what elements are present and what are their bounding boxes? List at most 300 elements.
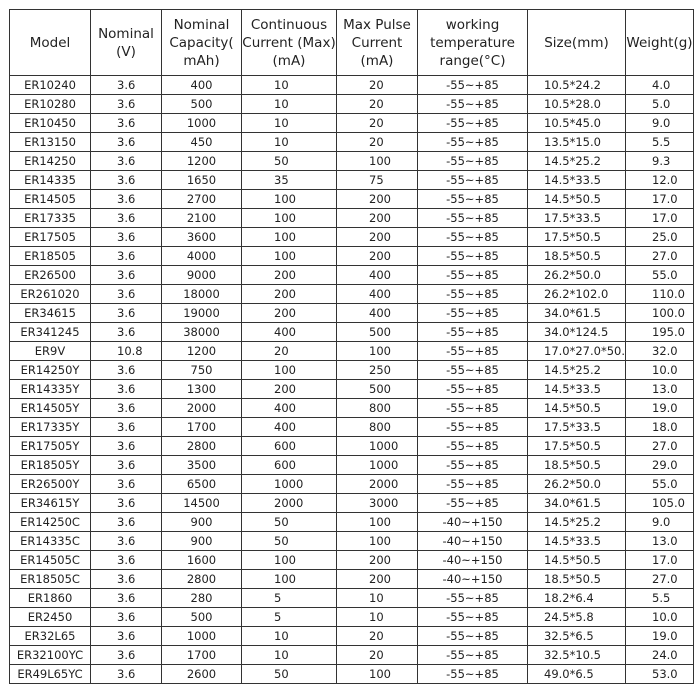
cell-continuous-current: 1000	[242, 475, 337, 494]
cell-model: ER14505	[10, 190, 91, 209]
cell-size: 26.2*102.0	[528, 285, 626, 304]
cell-size: 13.5*15.0	[528, 133, 626, 152]
cell-nominal-capacity: 900	[162, 513, 242, 532]
cell-model: ER9V	[10, 342, 91, 361]
cell-max-pulse-current: 200	[337, 190, 418, 209]
cell-nominal-voltage: 3.6	[91, 323, 162, 342]
cell-nominal-capacity: 750	[162, 361, 242, 380]
cell-model: ER18505C	[10, 570, 91, 589]
cell-model: ER32L65	[10, 627, 91, 646]
cell-nominal-capacity: 14500	[162, 494, 242, 513]
cell-working-temperature: -55~+85	[418, 323, 528, 342]
cell-continuous-current: 5	[242, 589, 337, 608]
table-row	[10, 551, 694, 570]
cell-model: ER34615	[10, 304, 91, 323]
cell-nominal-voltage: 3.6	[91, 133, 162, 152]
cell-nominal-capacity: 2800	[162, 437, 242, 456]
table-row	[10, 190, 694, 209]
cell-weight: 195.0	[626, 323, 694, 342]
cell-size: 49.0*6.5	[528, 665, 626, 684]
cell-max-pulse-current: 2000	[337, 475, 418, 494]
cell-weight: 5.5	[626, 133, 694, 152]
cell-model: ER17335	[10, 209, 91, 228]
table-row	[10, 570, 694, 589]
cell-continuous-current: 100	[242, 361, 337, 380]
cell-weight: 25.0	[626, 228, 694, 247]
cell-max-pulse-current: 200	[337, 209, 418, 228]
table-row	[10, 266, 694, 285]
cell-size: 17.5*33.5	[528, 418, 626, 437]
cell-continuous-current: 400	[242, 399, 337, 418]
cell-max-pulse-current: 75	[337, 171, 418, 190]
cell-nominal-capacity: 4000	[162, 247, 242, 266]
cell-weight: 17.0	[626, 551, 694, 570]
cell-nominal-voltage: 3.6	[91, 513, 162, 532]
cell-size: 34.0*124.5	[528, 323, 626, 342]
cell-size: 34.0*61.5	[528, 304, 626, 323]
cell-continuous-current: 100	[242, 190, 337, 209]
cell-working-temperature: -55~+85	[418, 266, 528, 285]
cell-max-pulse-current: 400	[337, 285, 418, 304]
table-row	[10, 171, 694, 190]
cell-working-temperature: -55~+85	[418, 190, 528, 209]
cell-model: ER49L65YC	[10, 665, 91, 684]
cell-working-temperature: -55~+85	[418, 646, 528, 665]
table-row	[10, 247, 694, 266]
cell-working-temperature: -55~+85	[418, 608, 528, 627]
cell-size: 14.5*50.5	[528, 399, 626, 418]
cell-model: ER17505Y	[10, 437, 91, 456]
cell-size: 17.0*27.0*50.	[528, 342, 626, 361]
table-row	[10, 513, 694, 532]
cell-working-temperature: -40~+150	[418, 570, 528, 589]
cell-model: ER14335C	[10, 532, 91, 551]
cell-nominal-voltage: 3.6	[91, 247, 162, 266]
cell-working-temperature: -55~+85	[418, 399, 528, 418]
cell-nominal-capacity: 3600	[162, 228, 242, 247]
cell-nominal-voltage: 3.6	[91, 570, 162, 589]
cell-size: 14.5*25.2	[528, 152, 626, 171]
cell-weight: 29.0	[626, 456, 694, 475]
cell-nominal-voltage: 3.6	[91, 266, 162, 285]
table-body	[10, 76, 694, 684]
cell-working-temperature: -55~+85	[418, 437, 528, 456]
table-row	[10, 665, 694, 684]
cell-nominal-capacity: 450	[162, 133, 242, 152]
header-weight: Weight(g)	[626, 10, 694, 76]
cell-size: 18.5*50.5	[528, 570, 626, 589]
cell-working-temperature: -55~+85	[418, 627, 528, 646]
cell-nominal-capacity: 1000	[162, 627, 242, 646]
cell-nominal-voltage: 3.6	[91, 608, 162, 627]
cell-size: 26.2*50.0	[528, 266, 626, 285]
cell-nominal-capacity: 2000	[162, 399, 242, 418]
cell-working-temperature: -40~+150	[418, 551, 528, 570]
table-row	[10, 589, 694, 608]
cell-nominal-capacity: 1200	[162, 342, 242, 361]
cell-working-temperature: -55~+85	[418, 342, 528, 361]
cell-working-temperature: -55~+85	[418, 152, 528, 171]
table-row	[10, 114, 694, 133]
table-row	[10, 532, 694, 551]
cell-working-temperature: -55~+85	[418, 475, 528, 494]
table-row	[10, 646, 694, 665]
battery-spec-table	[9, 9, 694, 684]
cell-nominal-voltage: 3.6	[91, 437, 162, 456]
cell-model: ER10280	[10, 95, 91, 114]
cell-weight: 17.0	[626, 209, 694, 228]
cell-nominal-capacity: 6500	[162, 475, 242, 494]
table-row	[10, 627, 694, 646]
cell-continuous-current: 100	[242, 570, 337, 589]
cell-nominal-capacity: 2800	[162, 570, 242, 589]
cell-nominal-voltage: 3.6	[91, 475, 162, 494]
table-row	[10, 323, 694, 342]
cell-nominal-capacity: 2700	[162, 190, 242, 209]
cell-size: 18.5*50.5	[528, 247, 626, 266]
cell-continuous-current: 50	[242, 532, 337, 551]
cell-continuous-current: 50	[242, 152, 337, 171]
cell-nominal-capacity: 1600	[162, 551, 242, 570]
cell-nominal-voltage: 3.6	[91, 361, 162, 380]
cell-max-pulse-current: 500	[337, 380, 418, 399]
cell-max-pulse-current: 100	[337, 513, 418, 532]
cell-weight: 27.0	[626, 570, 694, 589]
cell-continuous-current: 2000	[242, 494, 337, 513]
cell-continuous-current: 400	[242, 323, 337, 342]
cell-weight: 53.0	[626, 665, 694, 684]
table-row	[10, 608, 694, 627]
header-working-temperature: working temperature range(°C)	[418, 10, 528, 76]
cell-weight: 13.0	[626, 532, 694, 551]
cell-working-temperature: -55~+85	[418, 304, 528, 323]
header-row	[10, 10, 694, 76]
cell-nominal-voltage: 10.8	[91, 342, 162, 361]
header-max-pulse-current: Max Pulse Current (mA)	[337, 10, 418, 76]
cell-working-temperature: -55~+85	[418, 456, 528, 475]
cell-working-temperature: -55~+85	[418, 665, 528, 684]
cell-nominal-capacity: 1300	[162, 380, 242, 399]
cell-working-temperature: -55~+85	[418, 133, 528, 152]
cell-continuous-current: 200	[242, 304, 337, 323]
cell-max-pulse-current: 200	[337, 247, 418, 266]
cell-max-pulse-current: 200	[337, 570, 418, 589]
table-row	[10, 209, 694, 228]
cell-max-pulse-current: 100	[337, 665, 418, 684]
cell-continuous-current: 10	[242, 133, 337, 152]
cell-size: 14.5*25.2	[528, 361, 626, 380]
cell-max-pulse-current: 200	[337, 228, 418, 247]
cell-working-temperature: -55~+85	[418, 209, 528, 228]
cell-model: ER14335	[10, 171, 91, 190]
cell-weight: 32.0	[626, 342, 694, 361]
cell-continuous-current: 10	[242, 95, 337, 114]
cell-weight: 9.3	[626, 152, 694, 171]
cell-nominal-voltage: 3.6	[91, 228, 162, 247]
cell-weight: 55.0	[626, 266, 694, 285]
cell-weight: 19.0	[626, 399, 694, 418]
cell-continuous-current: 100	[242, 551, 337, 570]
cell-weight: 100.0	[626, 304, 694, 323]
cell-continuous-current: 100	[242, 209, 337, 228]
table-row	[10, 95, 694, 114]
cell-max-pulse-current: 400	[337, 266, 418, 285]
cell-model: ER14250Y	[10, 361, 91, 380]
cell-weight: 5.5	[626, 589, 694, 608]
cell-continuous-current: 200	[242, 285, 337, 304]
cell-weight: 19.0	[626, 627, 694, 646]
cell-continuous-current: 5	[242, 608, 337, 627]
cell-model: ER14505Y	[10, 399, 91, 418]
cell-model: ER10450	[10, 114, 91, 133]
cell-max-pulse-current: 20	[337, 646, 418, 665]
cell-size: 14.5*33.5	[528, 171, 626, 190]
cell-size: 17.5*50.5	[528, 228, 626, 247]
cell-working-temperature: -55~+85	[418, 494, 528, 513]
cell-nominal-capacity: 2100	[162, 209, 242, 228]
cell-model: ER2450	[10, 608, 91, 627]
cell-nominal-voltage: 3.6	[91, 304, 162, 323]
cell-weight: 9.0	[626, 513, 694, 532]
header-size: Size(mm)	[528, 10, 626, 76]
cell-model: ER26500Y	[10, 475, 91, 494]
cell-size: 18.2*6.4	[528, 589, 626, 608]
cell-max-pulse-current: 800	[337, 418, 418, 437]
cell-max-pulse-current: 250	[337, 361, 418, 380]
cell-weight: 10.0	[626, 361, 694, 380]
header-model: Model	[10, 10, 91, 76]
cell-working-temperature: -55~+85	[418, 361, 528, 380]
cell-weight: 27.0	[626, 247, 694, 266]
cell-continuous-current: 600	[242, 456, 337, 475]
cell-nominal-voltage: 3.6	[91, 95, 162, 114]
table-row	[10, 494, 694, 513]
cell-max-pulse-current: 100	[337, 342, 418, 361]
cell-nominal-capacity: 400	[162, 76, 242, 95]
cell-nominal-voltage: 3.6	[91, 152, 162, 171]
cell-size: 18.5*50.5	[528, 456, 626, 475]
cell-nominal-voltage: 3.6	[91, 551, 162, 570]
cell-max-pulse-current: 20	[337, 627, 418, 646]
table-row	[10, 380, 694, 399]
cell-size: 14.5*50.5	[528, 190, 626, 209]
cell-nominal-voltage: 3.6	[91, 532, 162, 551]
header-nominal-voltage: Nominal (V)	[91, 10, 162, 76]
cell-continuous-current: 50	[242, 513, 337, 532]
cell-max-pulse-current: 1000	[337, 437, 418, 456]
cell-size: 14.5*33.5	[528, 532, 626, 551]
cell-working-temperature: -55~+85	[418, 171, 528, 190]
cell-continuous-current: 10	[242, 114, 337, 133]
cell-model: ER14335Y	[10, 380, 91, 399]
cell-size: 24.5*5.8	[528, 608, 626, 627]
cell-weight: 13.0	[626, 380, 694, 399]
cell-max-pulse-current: 500	[337, 323, 418, 342]
cell-nominal-capacity: 900	[162, 532, 242, 551]
cell-nominal-voltage: 3.6	[91, 665, 162, 684]
cell-nominal-capacity: 1700	[162, 646, 242, 665]
cell-model: ER341245	[10, 323, 91, 342]
cell-model: ER34615Y	[10, 494, 91, 513]
cell-continuous-current: 200	[242, 266, 337, 285]
cell-max-pulse-current: 1000	[337, 456, 418, 475]
cell-working-temperature: -55~+85	[418, 247, 528, 266]
cell-nominal-capacity: 38000	[162, 323, 242, 342]
cell-nominal-voltage: 3.6	[91, 589, 162, 608]
cell-model: ER14250	[10, 152, 91, 171]
cell-model: ER17505	[10, 228, 91, 247]
cell-nominal-capacity: 1650	[162, 171, 242, 190]
cell-size: 34.0*61.5	[528, 494, 626, 513]
cell-nominal-capacity: 280	[162, 589, 242, 608]
cell-max-pulse-current: 400	[337, 304, 418, 323]
cell-model: ER261020	[10, 285, 91, 304]
cell-size: 14.5*50.5	[528, 551, 626, 570]
table-row	[10, 475, 694, 494]
cell-max-pulse-current: 3000	[337, 494, 418, 513]
table-row	[10, 133, 694, 152]
cell-size: 17.5*33.5	[528, 209, 626, 228]
cell-nominal-voltage: 3.6	[91, 285, 162, 304]
cell-nominal-voltage: 3.6	[91, 627, 162, 646]
cell-size: 17.5*50.5	[528, 437, 626, 456]
cell-model: ER18505Y	[10, 456, 91, 475]
cell-weight: 5.0	[626, 95, 694, 114]
battery-spec-table-container	[9, 9, 694, 684]
cell-nominal-capacity: 1700	[162, 418, 242, 437]
cell-size: 10.5*28.0	[528, 95, 626, 114]
cell-continuous-current: 100	[242, 247, 337, 266]
table-row	[10, 456, 694, 475]
cell-max-pulse-current: 10	[337, 589, 418, 608]
cell-model: ER10240	[10, 76, 91, 95]
table-row	[10, 228, 694, 247]
cell-model: ER26500	[10, 266, 91, 285]
cell-max-pulse-current: 800	[337, 399, 418, 418]
cell-nominal-capacity: 2600	[162, 665, 242, 684]
cell-weight: 27.0	[626, 437, 694, 456]
cell-max-pulse-current: 20	[337, 95, 418, 114]
table-row	[10, 361, 694, 380]
cell-size: 14.5*25.2	[528, 513, 626, 532]
cell-max-pulse-current: 100	[337, 152, 418, 171]
cell-weight: 24.0	[626, 646, 694, 665]
cell-nominal-capacity: 500	[162, 95, 242, 114]
cell-continuous-current: 50	[242, 665, 337, 684]
cell-working-temperature: -40~+150	[418, 513, 528, 532]
cell-max-pulse-current: 200	[337, 551, 418, 570]
cell-max-pulse-current: 20	[337, 76, 418, 95]
cell-nominal-voltage: 3.6	[91, 456, 162, 475]
cell-weight: 4.0	[626, 76, 694, 95]
cell-continuous-current: 10	[242, 627, 337, 646]
cell-continuous-current: 400	[242, 418, 337, 437]
cell-weight: 110.0	[626, 285, 694, 304]
cell-weight: 17.0	[626, 190, 694, 209]
cell-model: ER32100YC	[10, 646, 91, 665]
table-row	[10, 304, 694, 323]
cell-nominal-voltage: 3.6	[91, 190, 162, 209]
cell-model: ER13150	[10, 133, 91, 152]
cell-nominal-voltage: 3.6	[91, 380, 162, 399]
cell-size: 14.5*33.5	[528, 380, 626, 399]
cell-continuous-current: 10	[242, 76, 337, 95]
cell-size: 10.5*24.2	[528, 76, 626, 95]
cell-working-temperature: -55~+85	[418, 589, 528, 608]
cell-continuous-current: 35	[242, 171, 337, 190]
cell-nominal-capacity: 19000	[162, 304, 242, 323]
cell-size: 32.5*6.5	[528, 627, 626, 646]
cell-nominal-capacity: 3500	[162, 456, 242, 475]
cell-working-temperature: -55~+85	[418, 114, 528, 133]
cell-weight: 10.0	[626, 608, 694, 627]
table-row	[10, 342, 694, 361]
cell-weight: 18.0	[626, 418, 694, 437]
cell-working-temperature: -55~+85	[418, 380, 528, 399]
cell-nominal-capacity: 18000	[162, 285, 242, 304]
cell-model: ER17335Y	[10, 418, 91, 437]
cell-working-temperature: -55~+85	[418, 95, 528, 114]
table-row	[10, 76, 694, 95]
cell-weight: 9.0	[626, 114, 694, 133]
cell-working-temperature: -40~+150	[418, 532, 528, 551]
cell-max-pulse-current: 10	[337, 608, 418, 627]
table-row	[10, 437, 694, 456]
cell-working-temperature: -55~+85	[418, 418, 528, 437]
cell-nominal-voltage: 3.6	[91, 209, 162, 228]
cell-continuous-current: 100	[242, 228, 337, 247]
cell-continuous-current: 10	[242, 646, 337, 665]
cell-size: 26.2*50.0	[528, 475, 626, 494]
cell-size: 10.5*45.0	[528, 114, 626, 133]
cell-continuous-current: 200	[242, 380, 337, 399]
header-nominal-capacity: Nominal Capacity( mAh)	[162, 10, 242, 76]
cell-continuous-current: 20	[242, 342, 337, 361]
cell-nominal-voltage: 3.6	[91, 399, 162, 418]
cell-nominal-voltage: 3.6	[91, 494, 162, 513]
cell-working-temperature: -55~+85	[418, 285, 528, 304]
cell-weight: 105.0	[626, 494, 694, 513]
cell-nominal-voltage: 3.6	[91, 418, 162, 437]
cell-model: ER18505	[10, 247, 91, 266]
cell-nominal-voltage: 3.6	[91, 76, 162, 95]
cell-nominal-voltage: 3.6	[91, 171, 162, 190]
cell-nominal-capacity: 1200	[162, 152, 242, 171]
table-row	[10, 418, 694, 437]
table-row	[10, 152, 694, 171]
cell-nominal-voltage: 3.6	[91, 646, 162, 665]
cell-nominal-capacity: 500	[162, 608, 242, 627]
cell-max-pulse-current: 100	[337, 532, 418, 551]
header-continuous-current: Continuous Current (Max)(mA)	[242, 10, 337, 76]
cell-nominal-voltage: 3.6	[91, 114, 162, 133]
cell-nominal-capacity: 1000	[162, 114, 242, 133]
cell-continuous-current: 600	[242, 437, 337, 456]
cell-nominal-capacity: 9000	[162, 266, 242, 285]
table-row	[10, 399, 694, 418]
cell-model: ER1860	[10, 589, 91, 608]
cell-max-pulse-current: 20	[337, 133, 418, 152]
cell-weight: 12.0	[626, 171, 694, 190]
cell-model: ER14250C	[10, 513, 91, 532]
cell-model: ER14505C	[10, 551, 91, 570]
cell-working-temperature: -55~+85	[418, 76, 528, 95]
cell-working-temperature: -55~+85	[418, 228, 528, 247]
table-row	[10, 285, 694, 304]
cell-weight: 55.0	[626, 475, 694, 494]
cell-max-pulse-current: 20	[337, 114, 418, 133]
cell-size: 32.5*10.5	[528, 646, 626, 665]
